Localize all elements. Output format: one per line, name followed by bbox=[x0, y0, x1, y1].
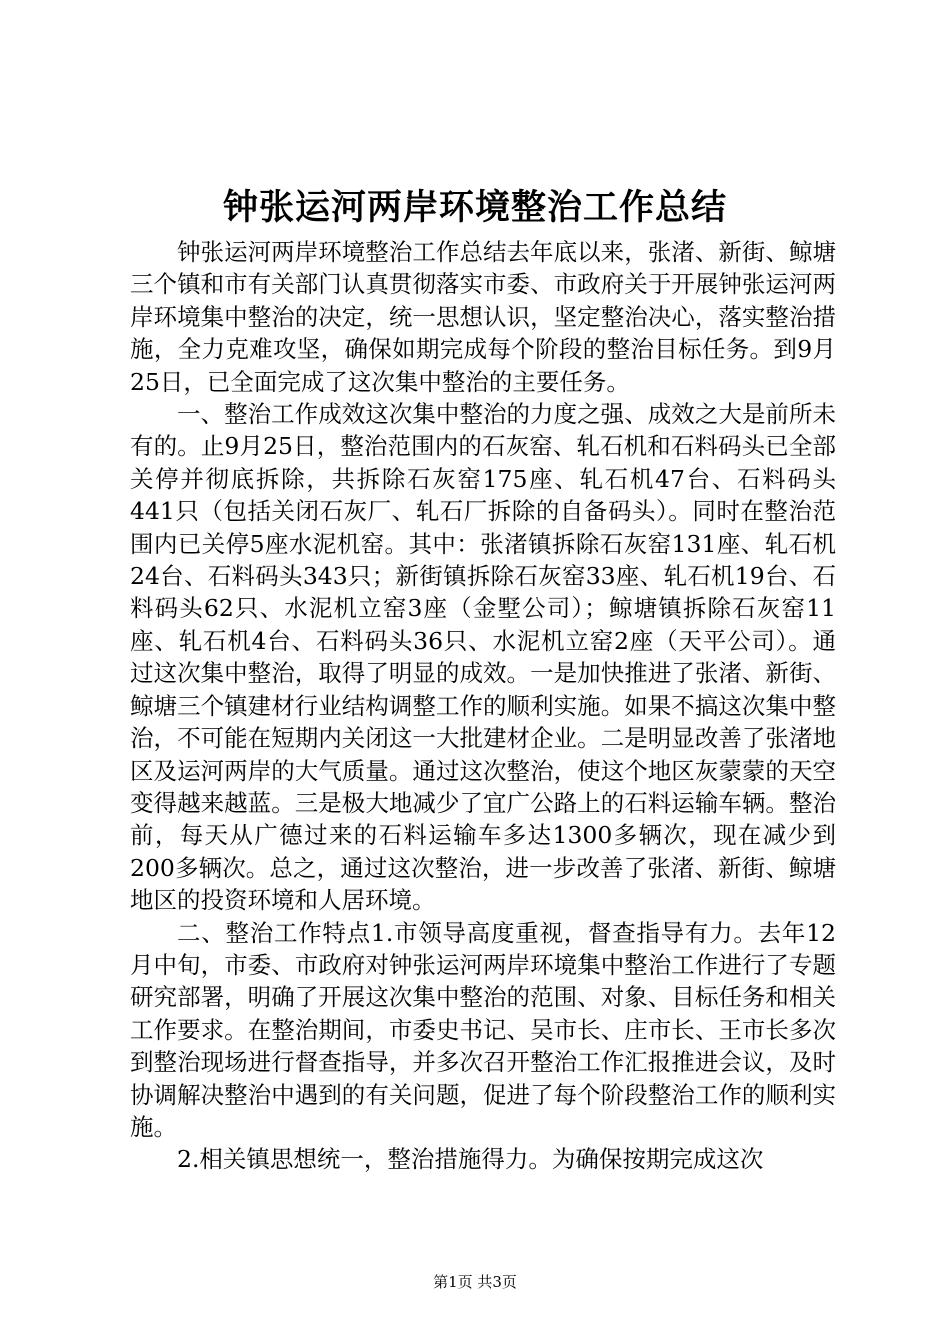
document-title: 钟张运河两岸环境整治工作总结 bbox=[222, 187, 727, 228]
paragraph-features: 二、整治工作特点1.市领导高度重视，督查指导有力。去年12月中旬，市委、市政府对钟张运河两岸环境集中整治工作进行了专题研究部署，明确了开展这次集中整治的范围、对象、目标任务和相关工作要求。在整治期间，市委史书记、吴市长、庄市长、王市长多次到整治现场进行督查指导，并多次召开整治工作汇报推进会议，及时协调解决整治中遇到的有关问题，促进了每个阶段整治工作的顺利实施。 bbox=[130, 918, 836, 1141]
paragraph-intro: 钟张运河两岸环境整治工作总结去年底以来，张渚、新街、鲸塘三个镇和市有关部门认真贯彻落实市委、市政府关于开展钟张运河两岸环境集中整治的决定，统一思想认识，坚定整治决心，落实整治措施，全力克难攻坚，确保如期完成每个阶段的整治目标任务。到9月25日，已全面完成了这次集中整治的主要任务。 bbox=[130, 238, 836, 396]
document-body bbox=[130, 236, 836, 1176]
page-footer: 第1页 共3页 bbox=[433, 1273, 517, 1291]
paragraph-results: 一、整治工作成效这次集中整治的力度之强、成效之大是前所未有的。止9月25日，整治范围内的石灰窑、轧石机和石料码头已全部关停并彻底拆除，共拆除石灰窑175座、轧石机47台、石料码头441只（包括关闭石灰厂、轧石厂拆除的自备码头）。同时在整治范围内已关停5座水泥机窑。其中：张渚镇拆除石灰窑131座、轧石机24台、石料码头343只；新街镇拆除石灰窑33座、轧石机19台、石料码头62只、水泥机立窑3座（金墅公司）；鲸塘镇拆除石灰窑11座、轧石机4台、石料码头36只、水泥机立窑2座（天平公司）。通过这次集中整治，取得了明显的成效。一是加快推进了张渚、新街、鲸塘三个镇建材行业结构调整工作的顺利实施。如果不搞这次集中整治，不可能在短期内关闭这一大批建材企业。二是明显改善了张渚地区及运河两岸的大气质量。通过这次整治，使这个地区灰蒙蒙的天空变得越来越蓝。三是极大地减少了宜广公路上的石料运输车辆。整治前，每天从广德过来的石料运输车多达1300多辆次，现在减少到200多辆次。总之，通过这次整治，进一步改善了张渚、新街、鲸塘地区的投资环境和人居环境。 bbox=[130, 400, 836, 915]
paragraph-measures: 2.相关镇思想统一，整治措施得力。为确保按期完成这次 bbox=[177, 1145, 764, 1174]
